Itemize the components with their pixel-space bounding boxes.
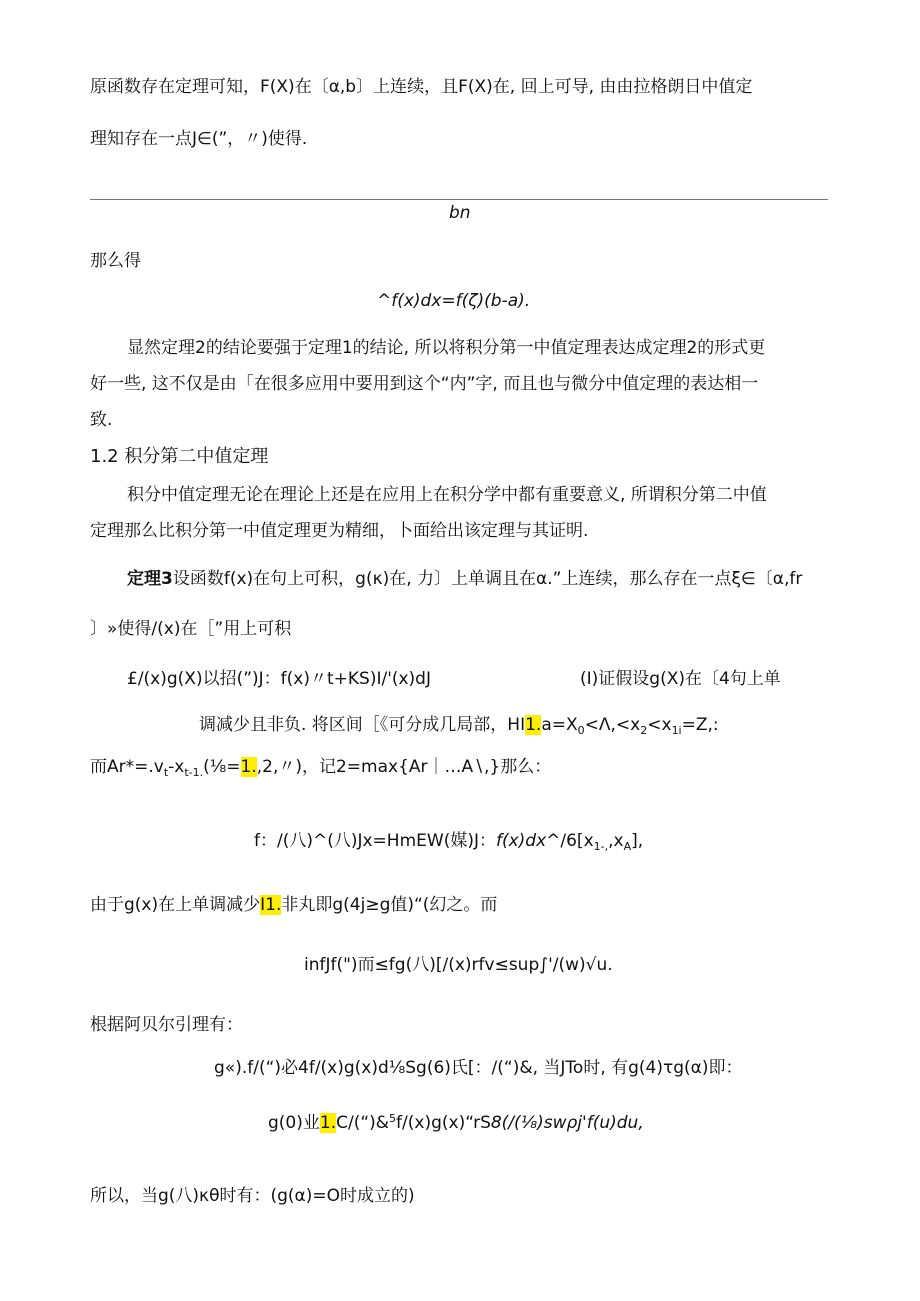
proof-start: (I)证假设g(X)在〔4句上单: [580, 669, 781, 689]
equation-3-left: f：/(八)^(八)Jx=HmEW(媒)J：: [254, 831, 496, 851]
paragraph-2-line-2: 定理那么比积分第一中值定理更为精细，卜面给出该定理与其证明.: [90, 521, 589, 541]
theorem-3-line-2: 〕»使得/(x)在［”用上可积: [90, 619, 292, 639]
proof-line-2-text-b: -x: [168, 757, 185, 777]
text-line-3: 那么得: [90, 251, 141, 271]
text-line-2: 理知存在一点J∈(”，〃)使得.: [90, 129, 308, 149]
equation-3: [254, 829, 643, 859]
proof-line-1-text-e: =Z,:: [681, 715, 719, 735]
theorem-3-statement: 设函数f(x)在句上可积，g(κ)在, 力〕上单调且在α.”上连续，那么存在一点ξ∈〔α,fr: [172, 569, 803, 589]
equation-3-sum: /6[x: [560, 831, 594, 851]
label-bn: bn: [449, 203, 471, 223]
paragraph-1-line-1: 显然定理2的结论要强于定理1的结论, 所以将积分第一中值定理表达成定理2的形式更: [127, 338, 766, 358]
equation-6-left: g(0)业: [268, 1113, 320, 1133]
theorem-3-line-1: [127, 567, 802, 591]
equation-1: ^f(x)dx=f(ζ)(b-a).: [377, 291, 531, 311]
subscript: t: [163, 766, 169, 779]
superscript: 5: [389, 1112, 397, 1125]
highlight-mark: 1.: [240, 757, 257, 777]
proof-line-3: [90, 893, 497, 917]
paragraph-1-line-3: 致.: [90, 410, 113, 430]
proof-line-2-text: 而Ar*=.v: [90, 757, 164, 777]
proof-line-3-text-b: 非丸即g(4j≥g值)“(幻之。而: [281, 895, 498, 915]
subscript: A: [623, 840, 632, 853]
equation-3-sep: ,x: [608, 831, 624, 851]
text-abel-lemma: 根据阿贝尔引理有：: [90, 1015, 243, 1035]
subscript: 2: [640, 724, 648, 737]
conclusion-line: 所以，当g(八)κθ时有：(g(α)=O时成立的): [90, 1186, 415, 1206]
equation-4: infJf(")而≤fg(八)[/(x)rfv≤sup∫'∕(w)√u.: [304, 955, 613, 975]
proof-line-1-text-b: a=X: [541, 715, 578, 735]
horizontal-rule: [90, 199, 828, 200]
equation-5: g«).f/(“)必4f∕(x)g(x)d⅛Sg(6)氏[：/(“)&, 当JTo时, 有g(4)τg(α)即：: [214, 1058, 743, 1078]
proof-line-2: [90, 755, 551, 785]
proof-line-2-text-d: ,2,〃)，记2=max{Ar｜…A∖,}那么：: [256, 757, 552, 777]
proof-line-1-text: 调减少且非负. 将区间［《可分成几局部，HI: [199, 715, 526, 735]
proof-line-1-text-c: <Λ,<x: [584, 715, 641, 735]
subscript: 0: [577, 724, 585, 737]
equation-6-italic: 8(/(⅛)swρj'f(u)du,: [490, 1113, 644, 1133]
equation-6: [268, 1107, 644, 1135]
subscript: 1i: [671, 724, 682, 737]
proof-line-2-text-c: (⅛=: [203, 757, 241, 777]
equation-3-end: ],: [631, 831, 644, 851]
highlight-mark: I1.: [260, 895, 282, 915]
proof-line-3-text: 由于g(x)在上单调减少: [90, 895, 261, 915]
proof-line-1: [199, 713, 719, 743]
highlight-mark: 1.: [319, 1113, 337, 1133]
paragraph-1-line-2: 好一些, 这不仅是由「在很多应用中要用到这个“内”字, 而且也与微分中值定理的表达相一: [90, 374, 759, 394]
subscript: t-1.: [184, 766, 204, 779]
subscript: 1-,: [593, 840, 609, 853]
equation-6-rest: f/(x)g(x)“rS: [396, 1113, 491, 1133]
section-heading: 1.2 积分第二中值定理: [90, 446, 269, 467]
equation-3-integral: f(x)dx^: [495, 831, 561, 851]
highlight-mark: 1.: [525, 715, 542, 735]
paragraph-2-line-1: 积分中值定理无论在理论上还是在应用上在积分学中都有重要意义, 所谓积分第二中值: [127, 485, 767, 505]
theorem-3-label: 定理3: [127, 569, 173, 589]
text-line-1: 原函数存在定理可知，F(X)在〔α,b〕上连续，且F(X)在, 回上可导, 由由拉格朗日中值定: [90, 77, 753, 97]
proof-line-1-text-d: <x: [647, 715, 672, 735]
equation-2: £/(x)g(X)以招(”)J：f(x)〃t+KS)I/'(x)dJ: [127, 669, 431, 689]
equation-6-mid: C/(“)&: [336, 1113, 390, 1133]
